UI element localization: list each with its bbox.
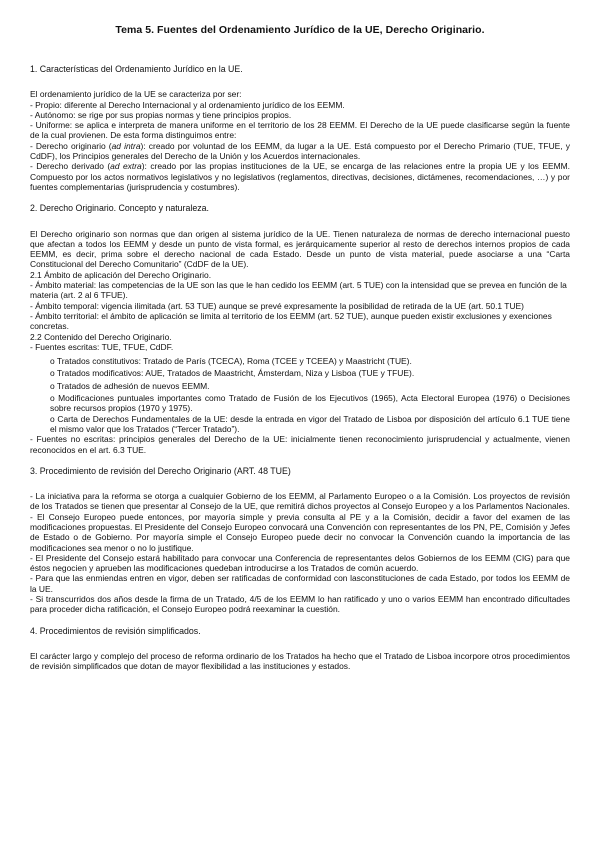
revision-step-5: - Si transcurridos dos años desde la firma de un Tratado, 4/5 de los EEMM lo han ratificado y uno o varios EEMM han encontrado dificultades para proceder dicha ratificación, el Consejo Europeo podrá reexaminar la cuestión. [30,594,570,615]
revision-step-2: - El Consejo Europeo puede entonces, por mayoría simple y previa consulta al PE y a la Comisión, decidir a favor del examen de las modificaciones propuestas. El Presidente del Consejo Europeo convocará una Convención con representantes de los PN, PE, Comisión y Jefes de Estado o de Gobierno. Por mayoría simple el Consejo Europeo puede decir no convocar la Convención cuando la importancia de las modificaciones sea menor o no lo justifique. [30,511,570,553]
ambito-temporal: - Ámbito temporal: vigencia ilimitada (art. 53 TUE) aunque se prevé expresamente la posibilidad de retirada de la UE (art. 50.1 TUE) [30,300,524,311]
section-4-heading: 4. Procedimientos de revisión simplificados. [30,625,201,636]
document-body [30,64,570,672]
ambito-territorial: - Ámbito territorial: el ámbito de aplicación se limita al territorio de los EEMM (art. 52 TUE), aunque pueden existir exclusiones y exenciones concretas. [30,310,552,332]
list-item: o Carta de Derechos Fundamentales de la UE: desde la entrada en vigor del Tratado de Lisboa por disposición del artículo 6.1 TUE tiene el mismo valor que los Tratados (“Tercer Tratado”). [50,413,570,434]
section-2-paragraph: El Derecho originario son normas que dan origen al sistema jurídico de la UE. Tienen naturaleza de normas de derecho internacional puesto que afectan a todos los EEMM y desde un punto de vista formal, es jerárquicamente superior al resto de derechos internos propios de cada EEMM, es decir, prima sobre el derecho nacional de cada Estado. Desde un punto de vista material, puede asociarse a una “Carta Constitucional del Derecho Comunitario” (CdDF de la UE). [30,228,570,270]
fuentes-no-escritas: - Fuentes no escritas: principios generales del Derecho de la UE: inicialmente tienen reconocimiento jurisprudencial y actualmente, vienen reconocidos en el art. 6.3 TUE. [30,434,570,455]
document-title: Tema 5. Fuentes del Ordenamiento Jurídico de la UE, Derecho Originario. [115,24,485,36]
characteristic-uniforme: - Uniforme: se aplica e interpreta de manera uniforme en el territorio de los 28 EEMM. El Derecho de la UE puede clasificarse según la fuente de la cual provienen. De esta forma distinguimos entre: [30,120,570,141]
ambito-material: - Ámbito material: las competencias de la UE son las que le han cedido los EEMM (art. 5 TUE) con la intensidad que se prevea en función de la materia (art. 2 al 6 TFUE). [30,280,567,301]
section-3-heading: 3. Procedimiento de revisión del Derecho Originario (ART. 48 TUE) [30,465,291,476]
derecho-originario-item: - Derecho originario (ad intra): creado por voluntad de los EEMM, da lugar a la UE. Está compuesto por el Derecho Primario (TUE, TFUE, y CdDF), los Principios generales del Derecho de la Unión y los Acuerdos internacionales. [30,140,570,162]
characteristic-autonomo: - Autónomo: se rige por sus propias normas y tiene principios propios. [30,109,292,120]
subsection-2-1-heading: 2.1 Ámbito de aplicación del Derecho Originario. [30,269,212,280]
list-item: o Tratados de adhesión de nuevos EEMM. [50,380,210,391]
fuentes-escritas: - Fuentes escritas: TUE, TFUE, CdDF. [30,341,174,352]
revision-step-1: - La iniciativa para la reforma se otorga a cualquier Gobierno de los EEMM, al Parlamento Europeo o a la Comisión. Los proyectos de revisión de los Tratados se tienen que presentar al Consejo de la UE, que remitirá dichos proyectos al Consejo Europeo y a los Parlamentos Nacionales. [30,491,570,512]
section-1-intro: El ordenamiento jurídico de la UE se caracteriza por ser: [30,89,242,100]
list-item: o Tratados modificativos: AUE, Tratados de Maastricht, Ámsterdam, Niza y Lisboa (TUE y TFUE). [50,368,415,379]
section-2-heading: 2. Derecho Originario. Concepto y naturaleza. [30,203,209,214]
subsection-2-2-heading: 2.2 Contenido del Derecho Originario. [30,331,172,342]
derecho-derivado-item: - Derecho derivado (ad extra): creado por las propias instituciones de la UE, se encarga de las relaciones entre la propia UE y los EEMM. Compuesto por los actos normativos legislativos y no legislativos (reglamentos, directivas, decisiones, dictámenes, recomendaciones, …) y por fuentes complementarias (jurisprudencia y costumbres). [30,161,570,192]
characteristic-propio: - Propio: diferente al Derecho Internacional y al ordenamiento jurídico de los EEMM. [30,99,345,110]
section-1-heading: 1. Características del Ordenamiento Jurídico en la UE. [30,64,243,74]
section-4-paragraph: El carácter largo y complejo del proceso de reforma ordinario de los Tratados ha hecho que el Tratado de Lisboa incorpore otros procedimientos de revisión simplificados que dotan de mayor flexibilidad a las instituciones y estados. [30,650,570,672]
list-item: o Tratados constitutivos: Tratado de París (TCECA), Roma (TCEE y TCEEA) y Maastricht (TUE). [50,356,412,367]
fuentes-escritas-list [30,356,570,434]
revision-step-3: - El Presidente del Consejo estará habilitado para convocar una Conferencia de representantes delos Gobiernos de los EEMM (CIG) para que éstos negocien y aprueben las modificaciones quedeban introducirse a los Tratados de común acuerdo. [30,552,570,574]
list-item: o Modificaciones puntuales importantes como Tratado de Fusión de los Ejecutivos (1965), Acta Electoral Europea (1976) o Decisiones sobre recursos propios (1970 y 1975). [50,393,570,414]
revision-step-4: - Para que las enmiendas entren en vigor, deben ser ratificadas de conformidad con lasconstituciones de cada Estado, por todos los EEMM de la UE. [30,573,570,594]
